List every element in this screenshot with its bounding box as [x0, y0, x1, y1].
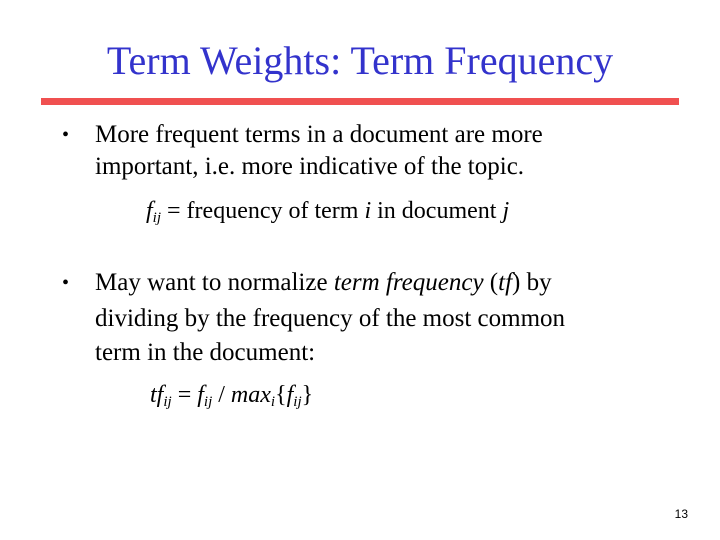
formula-f: f [286, 382, 294, 408]
formula-sub-ij: ij [152, 210, 162, 226]
formula-sub-ij: ij [163, 394, 172, 410]
formula-sub-i: i [270, 394, 276, 410]
formula-eq: = [171, 382, 198, 408]
bullet-1-line-1: More frequent terms in a document are more [95, 121, 543, 148]
bullet-dot: • [62, 124, 70, 146]
formula-f: f [197, 382, 204, 408]
abbr-tf: tf [498, 269, 513, 296]
formula-sub-ij: ij [293, 394, 302, 410]
slide-title: Term Weights: Term Frequency [106, 38, 614, 83]
page-number: 13 [674, 507, 688, 521]
text: May want to normalize [95, 269, 334, 296]
formula-brace-open: { [275, 382, 287, 408]
bullet-dot: • [62, 272, 70, 294]
formula-sub-ij: ij [203, 394, 213, 410]
formula-text-in: in document [371, 198, 503, 224]
formula-var-i: i [364, 198, 372, 224]
formula-var-f: f [146, 198, 153, 224]
title-divider [41, 98, 679, 105]
formula-div: / [212, 382, 231, 408]
emphasis-term-frequency: term frequency [333, 269, 484, 296]
term-frequency-definition [146, 196, 509, 226]
bullet-1-line-2: important, i.e. more indicative of the topic. [95, 153, 525, 180]
text: ( [483, 269, 499, 296]
formula-var-j: j [502, 198, 510, 224]
bullet-2-line-3: term in the document: [95, 339, 316, 366]
formula-tf: tf [150, 382, 164, 408]
formula-brace-close: } [301, 382, 314, 408]
bullet-2-line-1 [95, 268, 552, 298]
normalized-tf-formula [150, 380, 313, 410]
formula-max: max [230, 382, 271, 408]
formula-text-eq: = frequency of term [161, 198, 365, 224]
text: ) by [512, 269, 552, 296]
bullet-2-line-2: dividing by the frequency of the most common [95, 305, 566, 332]
